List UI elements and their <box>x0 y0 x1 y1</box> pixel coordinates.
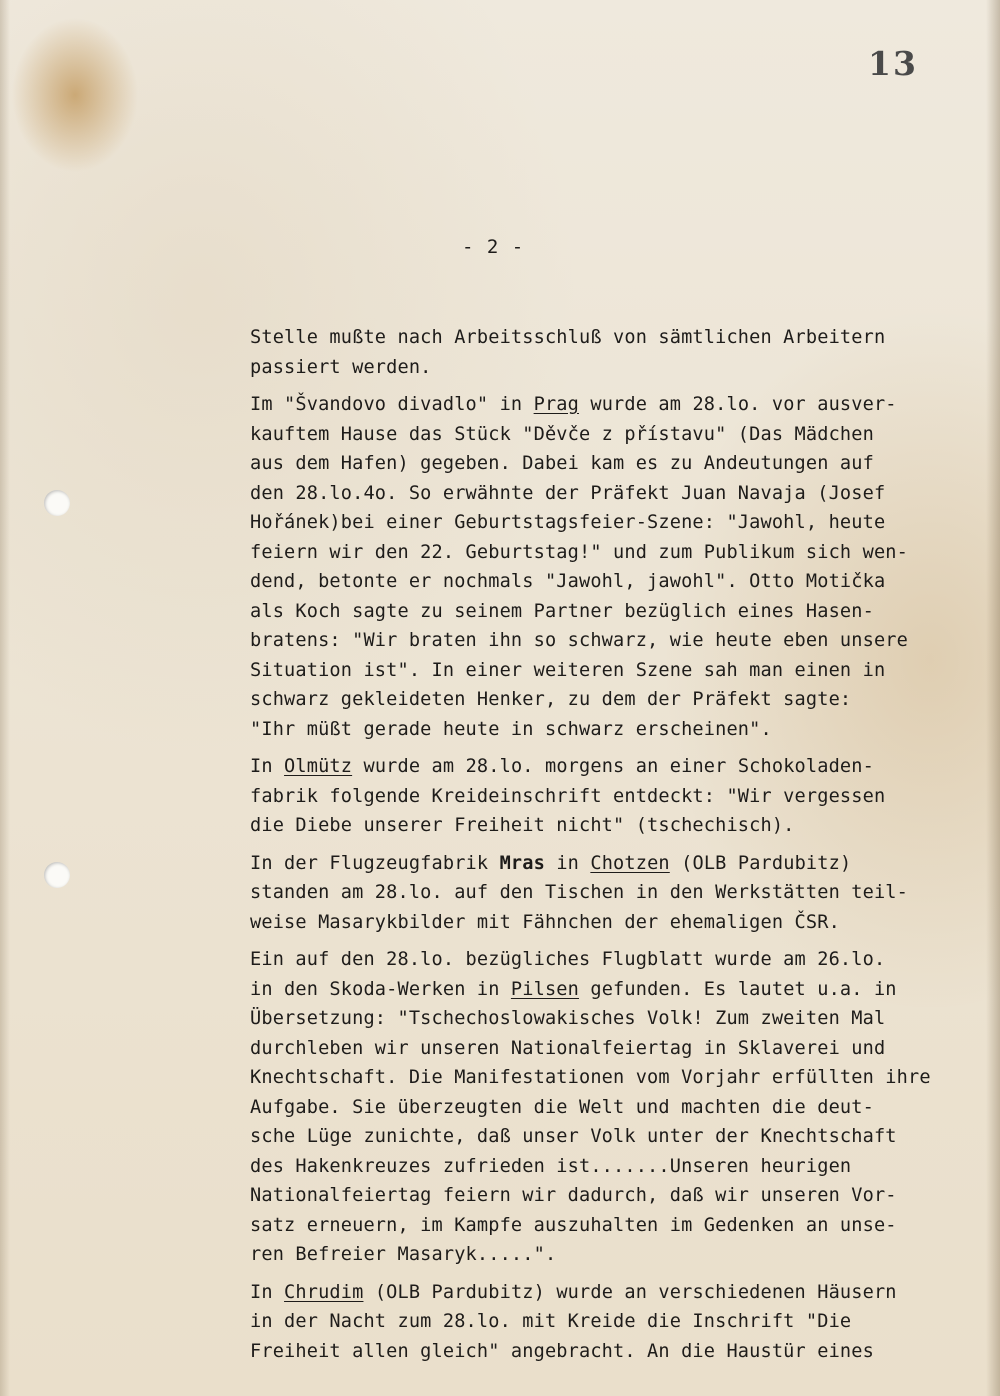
text-line <box>250 508 950 538</box>
paragraph <box>250 1278 950 1367</box>
text-segment: kauftem Hause das Stück "Děvče z přístavu" (Das Mädchen <box>250 423 874 445</box>
text-line <box>250 1122 950 1152</box>
text-segment: Stelle mußte nach Arbeitsschluß von sämtlichen Arbeitern <box>250 327 886 348</box>
text-line <box>250 479 950 509</box>
text-line <box>250 1337 950 1367</box>
text-line <box>250 567 950 597</box>
text-line <box>250 1278 950 1308</box>
text-line <box>250 945 950 975</box>
underlined-place-name: Chrudim <box>284 1281 364 1303</box>
text-line <box>250 626 950 656</box>
text-line <box>250 878 950 908</box>
text-segment: Knechtschaft. Die Manifestationen vom Vorjahr erfüllten ihre <box>250 1067 931 1088</box>
text-segment: sche Lüge zunichte, daß unser Volk unter der Knechtschaft <box>250 1126 897 1147</box>
text-segment: gefunden. Es lautet u.a. in <box>579 978 897 1000</box>
paragraph <box>250 752 950 841</box>
page-edge-shadow-left <box>0 0 10 1396</box>
punch-hole-bottom <box>44 862 70 888</box>
text-segment: In <box>250 756 285 777</box>
text-line <box>250 597 950 627</box>
text-segment: aus dem Hafen) gegeben. Dabei kam es zu Andeutungen auf <box>250 453 874 474</box>
archive-page-number: 13 <box>868 44 918 83</box>
text-line <box>250 390 950 420</box>
text-line <box>250 323 950 353</box>
text-line <box>250 1004 950 1034</box>
text-segment: ren Befreier Masaryk.....". <box>250 1244 557 1265</box>
paragraph <box>250 945 950 1270</box>
text-line <box>250 1240 950 1270</box>
bold-company-name: Mras <box>499 852 545 874</box>
text-segment: schwarz gekleideten Henker, zu dem der Präfekt sagte: <box>250 689 852 710</box>
text-segment: als Koch sagte zu seinem Partner bezüglich eines Hasen- <box>250 600 874 622</box>
text-line <box>250 908 950 938</box>
text-line <box>250 685 950 715</box>
text-segment: (OLB Pardubitz) wurde an verschiedenen Häusern <box>363 1281 897 1303</box>
text-segment: Übersetzung: "Tschechoslowakisches Volk! Zum zweiten Mal <box>250 1008 886 1029</box>
text-line <box>250 1211 950 1241</box>
text-segment: in <box>544 852 591 874</box>
text-line <box>250 1063 950 1093</box>
text-segment: Ein auf den 28.lo. bezügliches Flugblatt wurde am 26.lo. <box>250 949 886 970</box>
text-segment: dend, betonte er nochmals "Jawohl, jawohl". Otto Motička <box>250 571 886 592</box>
text-segment: Freiheit allen gleich" angebracht. An die Haustür eines <box>250 1340 874 1362</box>
text-segment: satz erneuern, im Kampfe auszuhalten im Gedenken an unse- <box>250 1214 897 1236</box>
text-segment: Hořánek)bei einer Geburtstagsfeier-Szene: "Jawohl, heute <box>250 512 886 533</box>
text-segment: passiert werden. <box>250 356 432 378</box>
underlined-place-name: Prag <box>533 394 579 415</box>
text-segment: bratens: "Wir braten ihn so schwarz, wie heute eben unsere <box>250 630 908 651</box>
text-line <box>250 782 950 812</box>
text-line <box>250 538 950 568</box>
text-line <box>250 449 950 479</box>
text-segment: in den Skoda-Werken in <box>250 978 511 1000</box>
underlined-place-name: Chotzen <box>590 852 670 874</box>
text-line <box>250 1181 950 1211</box>
text-segment: den 28.lo.4o. So erwähnte der Präfekt Juan Navaja (Josef <box>250 482 886 504</box>
text-segment: In <box>250 1281 285 1303</box>
text-segment: weise Masarykbilder mit Fähnchen der ehemaligen ČSR. <box>250 911 840 933</box>
text-segment: Aufgabe. Sie überzeugten die Welt und machten die deut- <box>250 1096 874 1118</box>
text-segment: Situation ist". In einer weiteren Szene sah man einen in <box>250 659 886 681</box>
paragraph <box>250 390 950 744</box>
text-segment: fabrik folgende Kreideinschrift entdeckt: "Wir vergessen <box>250 785 886 807</box>
text-segment: In der Flugzeugfabrik <box>250 852 500 874</box>
text-line <box>250 1093 950 1123</box>
page-number: - 2 - <box>462 236 525 258</box>
text-segment: feiern wir den 22. Geburtstag!" und zum Publikum sich wen- <box>250 541 908 563</box>
text-segment: Im "Švandovo divadlo" in <box>250 394 534 415</box>
text-line <box>250 752 950 782</box>
text-segment: die Diebe unserer Freiheit nicht" (tschechisch). <box>250 815 795 836</box>
text-segment: standen am 28.lo. auf den Tischen in den Werkstätten teil- <box>250 882 908 903</box>
text-line <box>250 1152 950 1182</box>
text-line <box>250 353 950 383</box>
text-line <box>250 420 950 450</box>
text-segment: des Hakenkreuzes zufrieden ist.......Unseren heurigen <box>250 1155 852 1177</box>
text-segment: (OLB Pardubitz) <box>669 852 852 874</box>
punch-hole-top <box>44 490 70 516</box>
underlined-place-name: Olmütz <box>284 756 353 777</box>
paragraph <box>250 323 950 382</box>
text-line <box>250 656 950 686</box>
text-line <box>250 849 950 879</box>
paragraph <box>250 849 950 938</box>
text-segment: in der Nacht zum 28.lo. mit Kreide die Inschrift "Die <box>250 1311 852 1332</box>
text-line <box>250 1307 950 1337</box>
text-line <box>250 715 950 745</box>
text-line <box>250 975 950 1005</box>
text-segment: wurde am 28.lo. morgens an einer Schokoladen- <box>352 756 874 777</box>
document-body <box>250 323 950 1374</box>
text-segment: "Ihr müßt gerade heute in schwarz erscheinen". <box>250 718 772 740</box>
text-line <box>250 811 950 841</box>
underlined-place-name: Pilsen <box>510 978 579 1000</box>
page-edge-shadow-right <box>986 0 1000 1396</box>
text-line <box>250 1034 950 1064</box>
text-segment: durchleben wir unseren Nationalfeiertag in Sklaverei und <box>250 1037 886 1059</box>
text-segment: Nationalfeiertag feiern wir dadurch, daß wir unseren Vor- <box>250 1185 897 1206</box>
text-segment: wurde am 28.lo. vor ausver- <box>579 394 897 415</box>
